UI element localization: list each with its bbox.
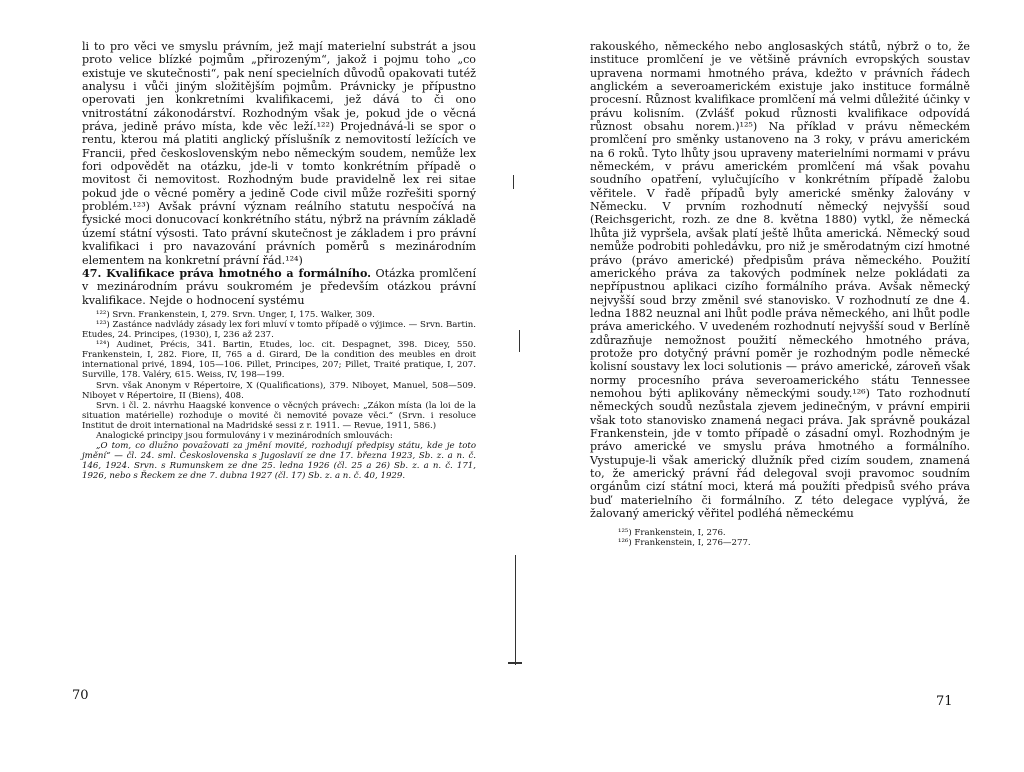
footnote-124: ¹²⁴) Audinet, Précis, 341. Bartin, Etudes, loc. cit. Despagnet, 398. Dicey, 550. Frankenstein, I, 282. Fiore, II, 765 a d. Girard, De la condition des meubles en droit international privé, 1894, 105—106. Pillet, Principes, 207; Pillet, Traité pratique, I, 207. Surville, 178. Valéry, 615. Weiss, IV, 198—199. <box>82 340 476 381</box>
right-paragraph-1: rakouského, německého nebo anglosaských států, nýbrž o to, že instituce promlčení je ve většině právních evropských soustav upravena normami hmotného práva, kdežto v právních řádech anglickém a severoamerickém existuje jako instituce formálně procesní. Různost kvalifikace promlčení má velmi důležité účinky v právu kolisním. (Zvlášť pokud různosti kvalifikace odpovídá různost obsahu norem.)¹²⁵) Na příklad v právu německém promlčení pro směnky ustanoveno na 3 roky, v právu americkém na 6 roků. Tyto lhůty jsou upraveny materielními normami v právu německém, v právu americkém promlčení má však povahu soudního opatření, vylučujícího v konkrétním případě žalobu věřitele. V řadě případů byly americké směnky žalovány v Německu. V prvním rozhodnutí německý nejvyšší soud (Reichsgericht, rozh. ze dne 8. května 1880) vytkl, že německá lhůta již vypršela, avšak platí ještě lhůta americká. Německý soud nemůže podrobiti pohledávku, pro niž je směrodatným cizí hmotné právo (právo americké) předpisům práva německého. Použití amerického práva za takových podmínek nelze pokládati za nepřípustnou aplikaci cizího formálního práva. Avšak německý nejvyšší soud brzy změnil své stanovisko. V rozhodnutí ze dne 4. ledna 1882 neuznal ani lhůt podle práva německého, ani lhůt podle práva amerického. V uvedeném rozhodnutí nejvyšší soud v Berlíně zdůrazňuje nemožnost použití německého hmotného práva, protože pro dotyčný právní poměr je rozhodným podle německé kolisní soustavy lex loci solutionis — právo americké, zároveň však normy procesního práva severoamerického státu Tennessee nemohou býti aplikovány německými soudy.¹²⁶) Tato rozhodnutí německých soudů nezůstala zjevem jedinečným, v právní empirii však toto stanovisko znamená negaci práva. Jak správně poukázal Frankenstein, jde v tomto případě o zásadní omyl. Rozhodným je právo americké ve smyslu práva hmotného a formálního. Vystupuje-li však americký dlužník před cizím soudem, znamená to, že americký právní řád delegoval svoji pravomoc soudním orgánům cizí státní moci, která má použíti předpisů svého práva buď materielního či formálního. Z této delegace vyplývá, že žalovaný americký věřitel podléhá německému <box>590 40 970 521</box>
right-body-text <box>590 40 970 520</box>
left-paragraph-2 <box>82 267 476 307</box>
left-paragraph-2-text: Otázka promlčení v mezinárodním právu soukromém je především otázkou právní kvalifikace. Nejde o hodnocení systému <box>82 266 476 307</box>
footnote-124-cont-2: Srvn. i čl. 2. návrhu Haagské konvence o věcných právech: „Zákon místa (la loi de la situation matérielle) rozhoduje o movité či nemovité povaze věci.“ (Srvn. i resoluce Institut de droit international na Madridské sessi z r. 1911. — Revue, 1911, 586.) <box>82 400 476 431</box>
right-footnotes <box>590 528 970 548</box>
left-paragraph-1: li to pro věci ve smyslu právním, jež mají materielní substrát a jsou proto velice blízké pojmům „přirozeným“, jakož i pojmu toho „co existuje ve skutečnosti“, pak není specielních důvodů opakovati tutéž analysu i vůči jiným složitějším pojmům. Právnicky je přípustno operovati jen konkretními kvalifikacemi, jež dává to či ono vnitrostátní zákonodárství. Rozhodným však je, pokud jde o věcná práva, jedině právo místa, kde věc leží.¹²²) Projednává-li se spor o rentu, kterou má platiti anglický příslušník z nemovitostí ležících ve Francii, před československým nebo německým soudem, nemůže lex fori odpovědět na otázku, jde-li v tomto konkrétním případě o movitost či nemovitost. Rozhodným bude pravidelně lex rei sitae pokud jde o věcné poměry a jedině Code civil může rozřešiti sporný problém.¹²³) Avšak právní význam reálního statutu nespočívá na fysické moci donucovací konkrétního státu, nýbrž na právním základě území státní výsosti. Tato právní skutečnost je základem i pro právní kvalifikaci i pro navazování právních poměrů s mezinárodním elementem na konkretní právní řád.¹²⁴) <box>82 40 476 267</box>
left-page <box>82 40 476 481</box>
page-number-right: 71 <box>936 694 953 709</box>
footnote-124-cont-3: Analogické principy jsou formulovány i v mezinárodních smlouvách: <box>96 431 393 441</box>
footnote-124-cont-1: Srvn. však Anonym v Répertoire, X (Qualifications), 379. Niboyet, Manuel, 508—509. Niboyet v Répertoire, II (Biens), 408. <box>82 380 476 401</box>
gutter-mark-middle <box>519 330 520 352</box>
section-heading: 47. Kvalifikace práva hmotného a formálního. <box>82 266 372 280</box>
left-body-text <box>82 40 476 307</box>
footnote-122: ¹²²) Srvn. Frankenstein, I, 279. Srvn. Unger, I, 175. Walker, 309. <box>96 309 375 320</box>
right-page <box>590 40 970 549</box>
footnote-123: ¹²³) Zastánce nadvlády zásady lex fori mluví v tomto případě o výjimce. — Srvn. Bartin. Etudes, 24. Principes, (1930), I, 236 až 237. <box>82 319 476 341</box>
gutter-mark-top <box>513 175 514 189</box>
page-number-left: 70 <box>72 688 89 703</box>
footnote-125: ¹²⁵) Frankenstein, I, 276. <box>618 528 726 539</box>
gutter-mark-base <box>508 662 522 664</box>
footnote-124-quote: „O tom, co dlužno považovati za jmění movité, rozhodují předpisy státu, kde je toto jmění“ — čl. 24. sml. Československa s Jugoslavií ze dne 17. března 1923, Sb. z. a n. č. 146, 1924. Srvn. s Rumunskem ze dne 25. ledna 1926 (čl. 25 a 26) Sb. z. a n. č. 171, 1926, nebo s Řeckem ze dne 7. dubna 1927 (čl. 17) Sb. z. a n. č. 40, 1929. <box>82 441 476 482</box>
left-footnotes <box>82 310 476 482</box>
gutter-mark-bottom <box>515 555 516 665</box>
footnote-126: ¹²⁶) Frankenstein, I, 276—277. <box>618 538 751 549</box>
